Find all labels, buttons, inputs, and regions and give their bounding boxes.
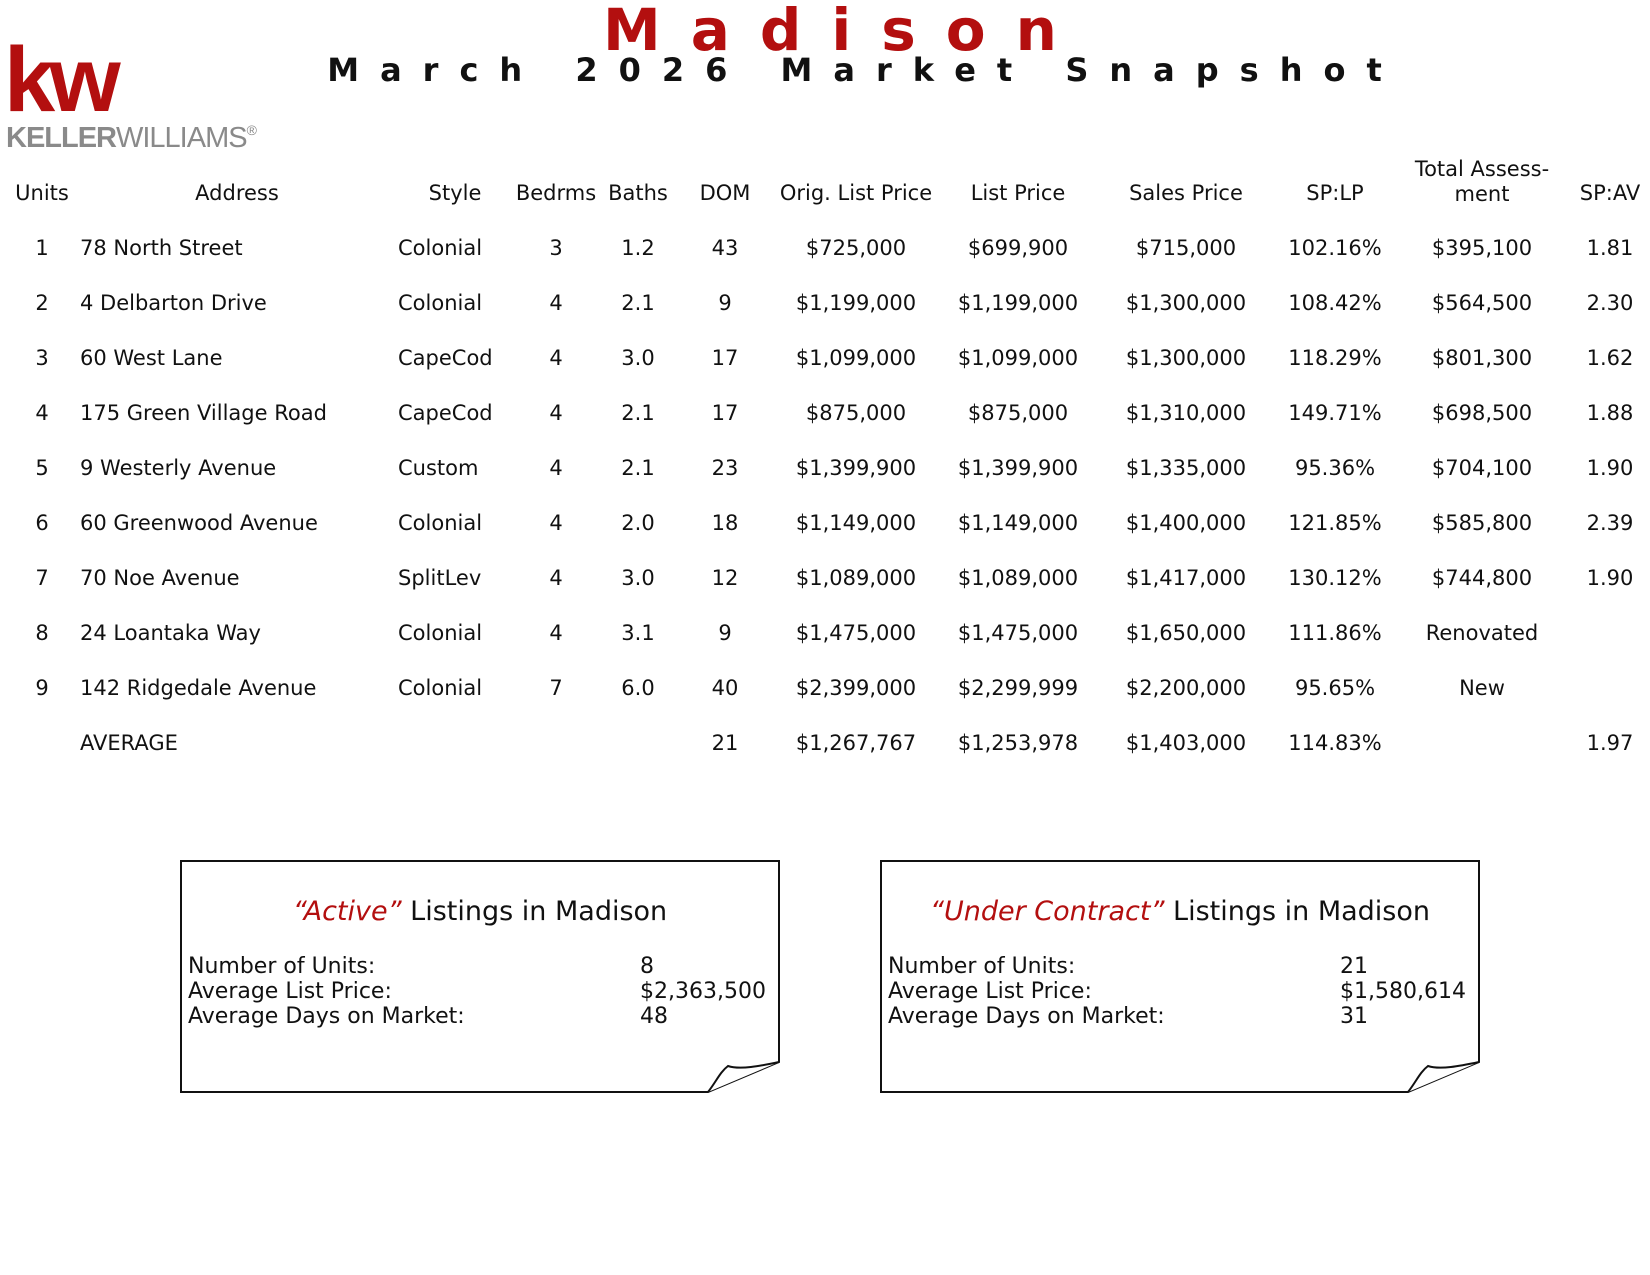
cell-unit: 8 — [35, 621, 49, 645]
logo-wordmark — [6, 122, 256, 155]
cell-unit: 7 — [35, 566, 49, 590]
cell-baths: 3.0 — [621, 346, 655, 370]
cell-unit: 3 — [35, 346, 49, 370]
cell-sales-price: $1,300,000 — [1125, 346, 1247, 370]
cell-sp-av: 1.88 — [1586, 401, 1634, 425]
active-avg-list-price-label: Average List Price: — [188, 979, 392, 1004]
cell-baths: 2.0 — [621, 511, 655, 535]
cell-sp-lp: 108.42% — [1288, 291, 1382, 315]
average-orig-list-price: $1,267,767 — [795, 731, 917, 755]
contract-units-value: 21 — [1340, 954, 1368, 979]
cell-sp-av: 1.90 — [1586, 566, 1634, 590]
average-sp-av: 1.97 — [1586, 731, 1634, 755]
cell-unit: 4 — [35, 401, 49, 425]
column-header-style: Style — [428, 181, 482, 205]
cell-bedrms: 4 — [549, 401, 563, 425]
cell-orig-list-price: $1,399,900 — [795, 456, 917, 480]
cell-style: Custom — [398, 456, 479, 480]
contract-avg-dom-label: Average Days on Market: — [888, 1004, 1165, 1029]
cell-sales-price: $1,300,000 — [1125, 291, 1247, 315]
cell-list-price: $1,399,900 — [957, 456, 1079, 480]
cell-total-assessment: $698,500 — [1431, 401, 1533, 425]
cell-list-price: $1,099,000 — [957, 346, 1079, 370]
cell-sp-lp: 149.71% — [1288, 401, 1382, 425]
cell-style: Colonial — [398, 621, 483, 645]
cell-dom: 17 — [711, 346, 739, 370]
active-avg-dom-label: Average Days on Market: — [188, 1004, 465, 1029]
cell-sales-price: $1,310,000 — [1125, 401, 1247, 425]
cell-sales-price: $2,200,000 — [1125, 676, 1247, 700]
contract-avg-dom-value: 31 — [1340, 1004, 1368, 1029]
cell-sp-lp: 95.36% — [1294, 456, 1376, 480]
cell-list-price: $1,475,000 — [957, 621, 1079, 645]
average-sp-lp: 114.83% — [1288, 731, 1382, 755]
cell-dom: 43 — [711, 236, 739, 260]
column-header-sp-lp: SP:LP — [1306, 181, 1364, 205]
cell-style: CapeCod — [398, 346, 493, 370]
active-listings-box — [180, 860, 780, 1090]
cell-list-price: $1,089,000 — [957, 566, 1079, 590]
cell-address: 78 North Street — [80, 236, 243, 260]
cell-orig-list-price: $1,099,000 — [795, 346, 917, 370]
contract-title-rest: Listings in Madison — [1164, 896, 1430, 927]
cell-unit: 6 — [35, 511, 49, 535]
cell-bedrms: 4 — [549, 511, 563, 535]
cell-address: 9 Westerly Avenue — [80, 456, 277, 480]
cell-bedrms: 4 — [549, 456, 563, 480]
cell-sp-av: 2.30 — [1586, 291, 1634, 315]
average-dom: 21 — [711, 731, 739, 755]
column-header-total-assessment-line1: Total Assess- — [1414, 157, 1550, 181]
cell-sales-price: $1,417,000 — [1125, 566, 1247, 590]
average-sales-price: $1,403,000 — [1125, 731, 1247, 755]
cell-sp-lp: 102.16% — [1288, 236, 1382, 260]
contract-listings-title — [880, 896, 1480, 927]
cell-bedrms: 4 — [549, 346, 563, 370]
page-title: Madison — [603, 0, 1087, 64]
cell-list-price: $1,149,000 — [957, 511, 1079, 535]
cell-sp-lp: 111.86% — [1288, 621, 1382, 645]
column-header-orig-list-price: Orig. List Price — [779, 181, 933, 205]
cell-orig-list-price: $725,000 — [805, 236, 907, 260]
kw-logo-mark: kw — [4, 29, 115, 131]
active-title-emphasis: “Active” — [292, 896, 402, 927]
cell-orig-list-price: $1,089,000 — [795, 566, 917, 590]
cell-sales-price: $1,335,000 — [1125, 456, 1247, 480]
cell-address: 60 West Lane — [80, 346, 223, 370]
cell-bedrms: 7 — [549, 676, 563, 700]
cell-dom: 9 — [718, 621, 732, 645]
cell-total-assessment: $395,100 — [1431, 236, 1533, 260]
cell-baths: 6.0 — [621, 676, 655, 700]
column-header-units: Units — [15, 181, 69, 205]
column-header-bedrms: Bedrms — [515, 181, 597, 205]
column-header-sp-av: SP:AV — [1579, 181, 1641, 205]
cell-total-assessment: $564,500 — [1431, 291, 1533, 315]
cell-dom: 18 — [711, 511, 739, 535]
active-listings-title — [180, 896, 780, 927]
cell-unit: 2 — [35, 291, 49, 315]
contract-avg-list-price-value: $1,580,614 — [1340, 979, 1466, 1004]
cell-baths: 2.1 — [621, 401, 655, 425]
cell-list-price: $2,299,999 — [957, 676, 1079, 700]
cell-orig-list-price: $1,475,000 — [795, 621, 917, 645]
column-header-dom: DOM — [699, 181, 751, 205]
cell-total-assessment: Renovated — [1425, 621, 1539, 645]
cell-address: 70 Noe Avenue — [80, 566, 240, 590]
cell-bedrms: 4 — [549, 566, 563, 590]
cell-dom: 12 — [711, 566, 739, 590]
cell-address: 60 Greenwood Avenue — [80, 511, 318, 535]
under-contract-listings-box — [880, 860, 1480, 1090]
column-header-sales-price: Sales Price — [1129, 181, 1243, 205]
cell-sales-price: $715,000 — [1135, 236, 1237, 260]
active-avg-list-price-value: $2,363,500 — [640, 979, 766, 1004]
cell-unit: 1 — [35, 236, 49, 260]
cell-address: 142 Ridgedale Avenue — [80, 676, 317, 700]
column-header-total-assessment-line2: ment — [1454, 182, 1510, 206]
cell-total-assessment: $585,800 — [1431, 511, 1533, 535]
cell-address: 24 Loantaka Way — [80, 621, 261, 645]
cell-orig-list-price: $2,399,000 — [795, 676, 917, 700]
column-header-list-price: List Price — [970, 181, 1066, 205]
cell-list-price: $699,900 — [967, 236, 1069, 260]
cell-dom: 40 — [711, 676, 739, 700]
cell-sales-price: $1,400,000 — [1125, 511, 1247, 535]
logo-name-bold: KELLER — [6, 122, 116, 154]
column-header-baths: Baths — [608, 181, 668, 205]
column-header-address: Address — [195, 181, 279, 205]
logo-name-light: WILLIAMS — [116, 122, 247, 154]
cell-unit: 5 — [35, 456, 49, 480]
cell-dom: 9 — [718, 291, 732, 315]
cell-sp-av: 1.81 — [1586, 236, 1634, 260]
cell-list-price: $875,000 — [967, 401, 1069, 425]
cell-sales-price: $1,650,000 — [1125, 621, 1247, 645]
average-list-price: $1,253,978 — [957, 731, 1079, 755]
active-avg-dom-value: 48 — [640, 1004, 668, 1029]
cell-total-assessment: $801,300 — [1431, 346, 1533, 370]
cell-sp-lp: 130.12% — [1288, 566, 1382, 590]
cell-bedrms: 4 — [549, 291, 563, 315]
cell-sp-av: 2.39 — [1586, 511, 1634, 535]
cell-style: CapeCod — [398, 401, 493, 425]
cell-unit: 9 — [35, 676, 49, 700]
cell-orig-list-price: $1,149,000 — [795, 511, 917, 535]
active-title-rest: Listings in Madison — [401, 896, 668, 927]
cell-list-price: $1,199,000 — [957, 291, 1079, 315]
cell-baths: 3.1 — [621, 621, 655, 645]
cell-bedrms: 4 — [549, 621, 563, 645]
cell-bedrms: 3 — [549, 236, 563, 260]
cell-dom: 23 — [711, 456, 739, 480]
cell-sp-lp: 95.65% — [1294, 676, 1376, 700]
cell-style: Colonial — [398, 511, 483, 535]
cell-total-assessment: $744,800 — [1431, 566, 1533, 590]
active-units-label: Number of Units: — [188, 954, 376, 979]
cell-style: Colonial — [398, 236, 483, 260]
cell-sp-lp: 118.29% — [1288, 346, 1382, 370]
cell-baths: 2.1 — [621, 291, 655, 315]
cell-style: Colonial — [398, 676, 483, 700]
cell-orig-list-price: $875,000 — [805, 401, 907, 425]
cell-orig-list-price: $1,199,000 — [795, 291, 917, 315]
cell-baths: 3.0 — [621, 566, 655, 590]
active-units-value: 8 — [640, 954, 654, 979]
logo-registered: ® — [246, 122, 256, 138]
cell-sp-av: 1.62 — [1586, 346, 1634, 370]
cell-dom: 17 — [711, 401, 739, 425]
contract-avg-list-price-label: Average List Price: — [888, 979, 1092, 1004]
cell-total-assessment: New — [1459, 676, 1505, 700]
cell-address: 4 Delbarton Drive — [80, 291, 267, 315]
cell-style: Colonial — [398, 291, 483, 315]
contract-units-label: Number of Units: — [888, 954, 1076, 979]
cell-style: SplitLev — [398, 566, 482, 590]
cell-sp-lp: 121.85% — [1288, 511, 1382, 535]
page-subtitle: March 2026 Market Snapshot — [327, 51, 1403, 89]
average-label: AVERAGE — [80, 731, 178, 755]
contract-title-emphasis: “Under Contract” — [930, 896, 1165, 927]
cell-baths: 1.2 — [621, 236, 655, 260]
cell-address: 175 Green Village Road — [80, 401, 327, 425]
cell-total-assessment: $704,100 — [1431, 456, 1533, 480]
cell-sp-av: 1.90 — [1586, 456, 1634, 480]
cell-baths: 2.1 — [621, 456, 655, 480]
